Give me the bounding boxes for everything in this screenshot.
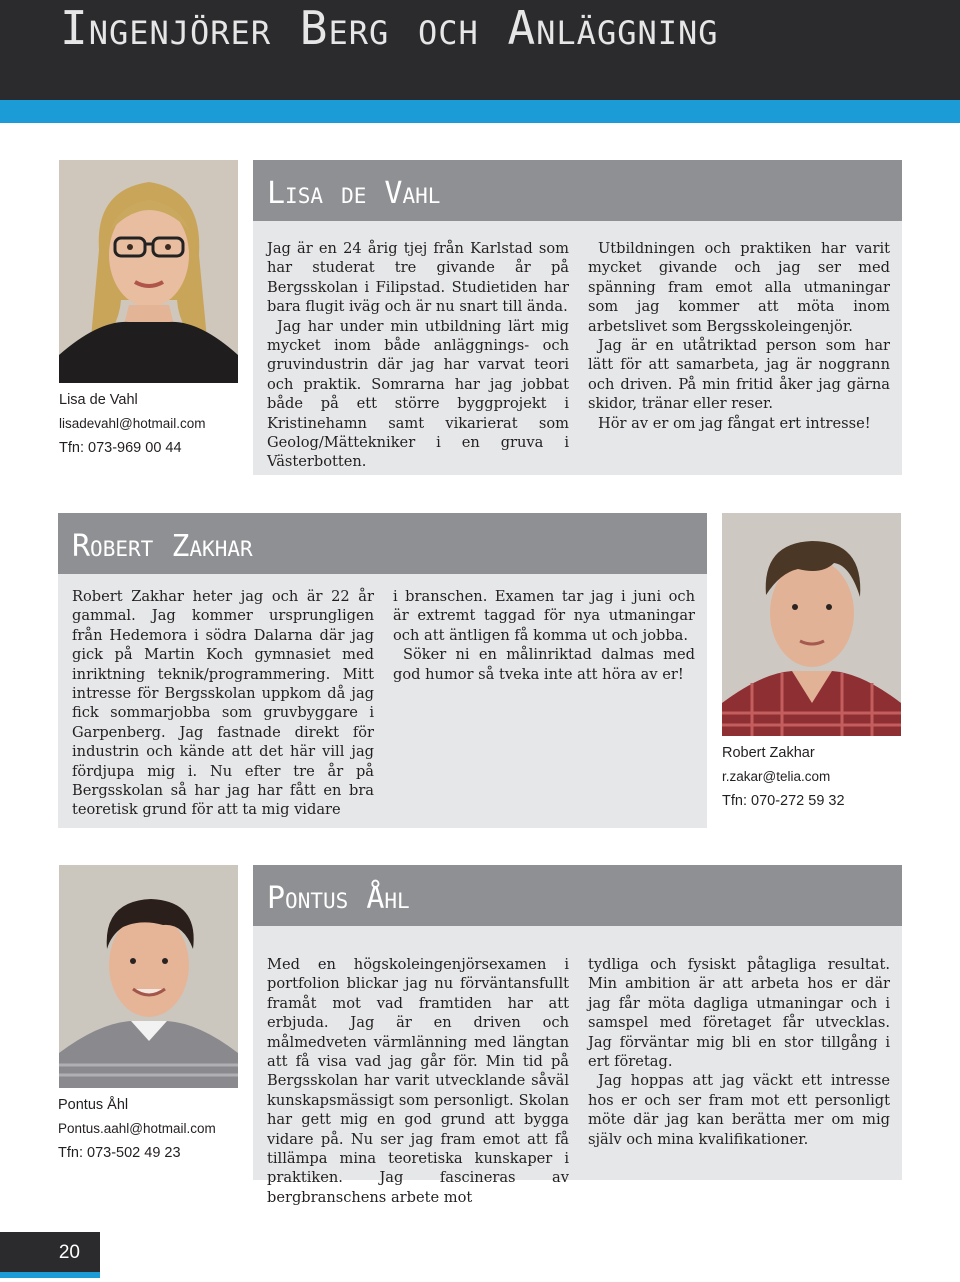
paragraph: tydliga och fysiskt påtagliga resultat. Min ambition är att arbeta hos er där jag får möta dagliga utmaningar och i samspel med företaget får utvecklas. Jag förväntar mig bli en stor tillgång i ert företag. <box>588 956 890 1071</box>
first-name: Lisa <box>267 176 323 211</box>
photo-pontus <box>59 865 238 1088</box>
name-heading <box>267 881 410 916</box>
page-title: Ingenjörer Berg och Anläggning <box>60 1 719 55</box>
bio-robert-col1 <box>72 587 374 820</box>
page-number: 20 <box>0 1232 100 1272</box>
paragraph: Med en högskoleingenjörsexamen i portfolion blickar jag nu förväntansfullt framåt mot vad framtiden har att erbjuda. Jag är en driven och målmedveten värmlänning med längtan att få visa vad jag går för. Min tid på Bergsskolan har varit utvecklande såväl kunskapsmässigt som personligt. Skolan har gett mig en god grund att bygga vidare på. Nu ser jag fram emot att få tillämpa mina teoretiska kunskaper i praktiken. Jag fascineras av bergbranschens arbete mot <box>267 956 569 1206</box>
first-name: Pontus <box>267 881 349 916</box>
paragraph: Robert Zakhar heter jag och är 22 år gammal. Jag kommer ursprungligen från Hedemora i södra Dalarna där jag gick på Martin Koch gymnasiet med inriktning teknik/programmering. Mitt intresse för Bergsskolan uppkom då jag fick sommarjobba som gruvbyggare i Garpenberg. Jag fastnade direkt för industrin och kände att det här vill jag fördjupa mig i. Nu efter tre år på Bergsskolan så har jag har fått en bra teoretisk grund för att ta mig vidare <box>72 588 374 819</box>
last-name-prefix: de <box>341 176 367 211</box>
contact-robert <box>722 741 922 813</box>
paragraph: Söker ni en målinriktad dalmas med god humor så tveka inte att höra av er! <box>393 646 695 683</box>
paragraph: Utbildningen och praktiken har varit mycket givande och jag ser med spänning fram emot alla utmaningar som jag kommer att möta inom arbetslivet som Bergsskoleingenjör. <box>588 240 890 335</box>
photo-lisa <box>59 160 238 383</box>
first-name: Robert <box>72 529 154 564</box>
bio-lisa-col1 <box>267 239 569 472</box>
name-heading <box>72 529 253 564</box>
name-heading <box>267 176 440 211</box>
last-name: Vahl <box>384 176 441 211</box>
contact-name: Lisa de Vahl <box>59 392 138 408</box>
name-bar-lisa <box>253 160 902 221</box>
contact-name: Pontus Åhl <box>58 1097 129 1113</box>
bio-pontus-col1 <box>267 955 569 1207</box>
contact-phone: Tfn: 073-502 49 23 <box>58 1145 181 1161</box>
paragraph: Jag har under min utbildning lärt mig mycket inom både anläggnings- och gruvindustrin där jag har varvat teori och praktik. Somrarna har jag jobbat både på ett större byggprojekt i Kristinehamn samt vikarierat som Geolog/Mättekniker i en gruva i Västerbotten. <box>267 317 569 471</box>
contact-pontus <box>58 1093 258 1165</box>
contact-name: Robert Zakhar <box>722 745 815 761</box>
paragraph: Hör av er om jag fångat ert intresse! <box>598 414 871 432</box>
bio-lisa-col2 <box>588 239 890 433</box>
paragraph: i branschen. Examen tar jag i juni och är extremt taggad för nya utmaningar och att äntligen få komma ut och jobba. <box>393 588 695 644</box>
name-bar-pontus <box>253 865 902 926</box>
contact-email: r.zakar@telia.com <box>722 769 831 784</box>
contact-email: Pontus.aahl@hotmail.com <box>58 1121 216 1136</box>
paragraph: Jag är en 24 årig tjej från Karlstad som har studerat tre givande år på Bergsskolan i Filipstad. Studietiden har bara flugit iväg och är nu snart till ända. <box>267 240 569 316</box>
paragraph: Jag hoppas att jag väckt ett intresse hos er och ser fram mot ett personligt möte där jag kan berätta mer om mig själv och mina kvalifikationer. <box>588 1072 890 1148</box>
contact-email: lisadevahl@hotmail.com <box>59 416 206 431</box>
last-name: Åhl <box>366 881 410 916</box>
contact-lisa <box>59 388 249 460</box>
name-bar-robert <box>58 513 707 574</box>
photo-robert <box>722 513 901 736</box>
bio-pontus-col2 <box>588 955 890 1149</box>
footer-accent-stripe <box>0 1272 100 1278</box>
last-name: Zakhar <box>171 529 253 564</box>
contact-phone: Tfn: 070-272 59 32 <box>722 793 845 809</box>
bio-robert-col2 <box>393 587 695 684</box>
paragraph: Jag är en utåtriktad person som har lätt för att samarbeta, jag är noggrann och driven. På min fritid åker jag gärna skidor, tränar eller reser. <box>588 337 890 413</box>
contact-phone: Tfn: 073-969 00 44 <box>59 440 182 456</box>
header-accent-stripe <box>0 100 960 123</box>
